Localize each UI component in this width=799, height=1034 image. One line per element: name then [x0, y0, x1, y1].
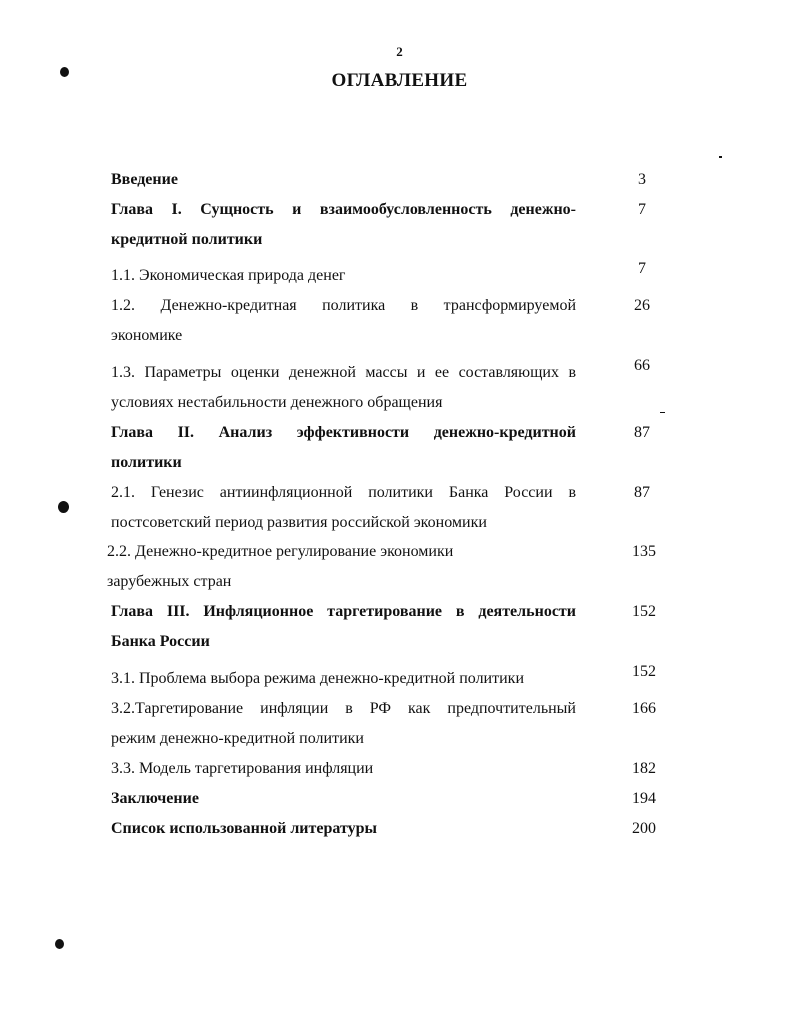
scan-blot-top — [60, 67, 69, 77]
toc-page-section-2-1: 87 — [634, 484, 650, 501]
toc-entry-chapter-1-line1: Глава I. Сущность и взаимообусловленность денежно- — [111, 201, 576, 218]
toc-entry-section-1-3-line2: условиях нестабильности денежного обращения — [111, 394, 443, 411]
toc-page-section-1-2: 26 — [634, 297, 650, 314]
toc-entry-section-3-1: 3.1. Проблема выбора режима денежно-кредитной политики — [111, 670, 525, 687]
toc-page-intro: 3 — [638, 171, 646, 188]
toc-entry-chapter-2-line1: Глава II. Анализ эффективности денежно-кредитной — [111, 424, 576, 441]
toc-page-conclusion: 194 — [632, 790, 656, 807]
scan-blot-middle — [58, 501, 69, 513]
toc-entry-chapter-3-line1: Глава III. Инфляционное таргетирование в деятельности — [111, 603, 576, 620]
toc-page-section-3-3: 182 — [632, 760, 656, 777]
toc-entry-section-1-2-line2: экономике — [111, 327, 183, 344]
toc-entry-intro: Введение — [111, 171, 178, 188]
toc-entry-section-2-2-line1: 2.2. Денежно-кредитное регулирование экономики — [107, 543, 454, 560]
toc-page-chapter-3: 152 — [632, 603, 656, 620]
toc-page-section-1-1: 7 — [638, 260, 646, 277]
toc-entry-section-3-3: 3.3. Модель таргетирования инфляции — [111, 760, 374, 777]
toc-entry-conclusion: Заключение — [111, 790, 199, 807]
toc-entry-references: Список использованной литературы — [111, 820, 377, 837]
scan-blot-bottom — [55, 939, 64, 949]
toc-entry-chapter-1-line2: кредитной политики — [111, 231, 263, 248]
toc-entry-section-2-1-line2: постсоветский период развития российской экономики — [111, 514, 487, 531]
page-number: 2 — [396, 44, 403, 59]
toc-page-section-3-1: 152 — [632, 663, 656, 680]
toc-page-section-1-3: 66 — [634, 357, 650, 374]
scan-speck-right-middle — [660, 412, 665, 413]
toc-page-section-2-2: 135 — [632, 543, 656, 560]
toc-entry-section-2-1-line1: 2.1. Генезис антиинфляционной политики Банка России в — [111, 484, 576, 501]
toc-entry-section-1-1: 1.1. Экономическая природа денег — [111, 267, 346, 284]
toc-page-references: 200 — [632, 820, 656, 837]
toc-entry-section-3-2-line2: режим денежно-кредитной политики — [111, 730, 364, 747]
toc-entry-section-1-3-line1: 1.3. Параметры оценки денежной массы и ее составляющих в — [111, 364, 576, 381]
toc-entry-chapter-2-line2: политики — [111, 454, 182, 471]
toc-page-chapter-1: 7 — [638, 201, 646, 218]
toc-entry-section-2-2-line2: зарубежных стран — [107, 573, 232, 590]
page-title: ОГЛАВЛЕНИЕ — [331, 70, 468, 91]
scan-speck-right-top — [719, 156, 722, 158]
toc-entry-section-1-2-line1: 1.2. Денежно-кредитная политика в трансформируемой — [111, 297, 576, 314]
toc-entry-section-3-2-line1: 3.2.Таргетирование инфляции в РФ как предпочтительный — [111, 700, 576, 717]
toc-page-section-3-2: 166 — [632, 700, 656, 717]
toc-entry-chapter-3-line2: Банка России — [111, 633, 210, 650]
toc-page-chapter-2: 87 — [634, 424, 650, 441]
